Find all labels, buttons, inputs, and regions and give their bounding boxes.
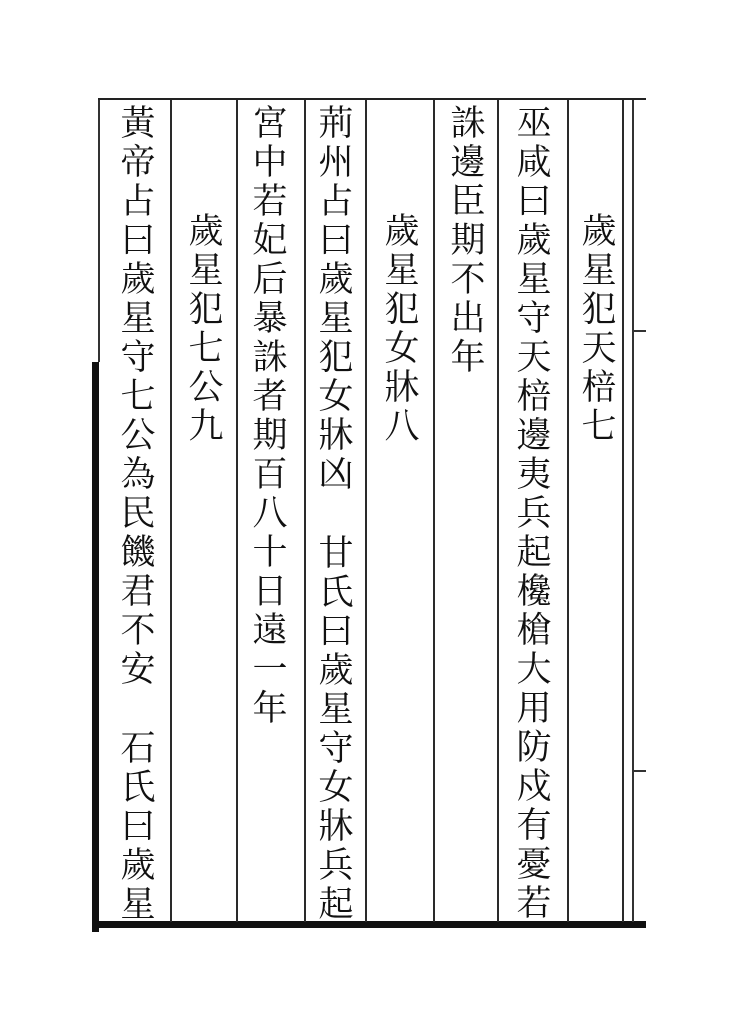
body-text: 石氏曰歲星 xyxy=(115,729,155,924)
column-rule xyxy=(236,100,238,922)
text-column-6 xyxy=(246,104,288,728)
text-column-3 xyxy=(444,104,486,377)
text-column-8 xyxy=(114,104,156,924)
body-text: 巫咸曰歲星守天棓邊夷兵起欃槍大用防戍有憂若 xyxy=(511,104,551,923)
body-text: 黃帝占曰歲星守七公為民饑君不安 xyxy=(115,104,155,689)
frame-left-edge-thin xyxy=(98,100,100,362)
column-rule xyxy=(433,100,435,922)
body-text: 荊州占曰歲星犯女牀凶 xyxy=(313,104,353,494)
text-column-2 xyxy=(510,104,552,923)
page-margin-band xyxy=(624,100,646,922)
heading-text: 歲星犯天棓七 xyxy=(576,212,616,446)
text-column-5 xyxy=(312,104,354,924)
body-text: 甘氏曰歲星守女牀兵起 xyxy=(313,534,353,924)
frame-left-edge xyxy=(92,362,99,932)
column-rule xyxy=(304,100,306,922)
heading-text: 歲星犯女牀八 xyxy=(379,212,419,446)
text-column-1 xyxy=(575,212,617,446)
margin-tick xyxy=(632,770,646,772)
page-frame xyxy=(98,98,646,928)
column-rule xyxy=(567,100,569,922)
column-rule xyxy=(497,100,499,922)
column-rule xyxy=(622,100,624,922)
text-column-7 xyxy=(182,212,224,446)
heading-text: 歲星犯七公九 xyxy=(183,212,223,446)
column-rule xyxy=(365,100,367,922)
text-column-4 xyxy=(378,212,420,446)
body-text: 宮中若妃后暴誅者期百八十日遠一年 xyxy=(247,104,287,728)
column-rule xyxy=(170,100,172,922)
body-text: 誅邊臣期不出年 xyxy=(445,104,485,377)
margin-tick xyxy=(632,330,646,332)
margin-rule xyxy=(632,100,634,922)
